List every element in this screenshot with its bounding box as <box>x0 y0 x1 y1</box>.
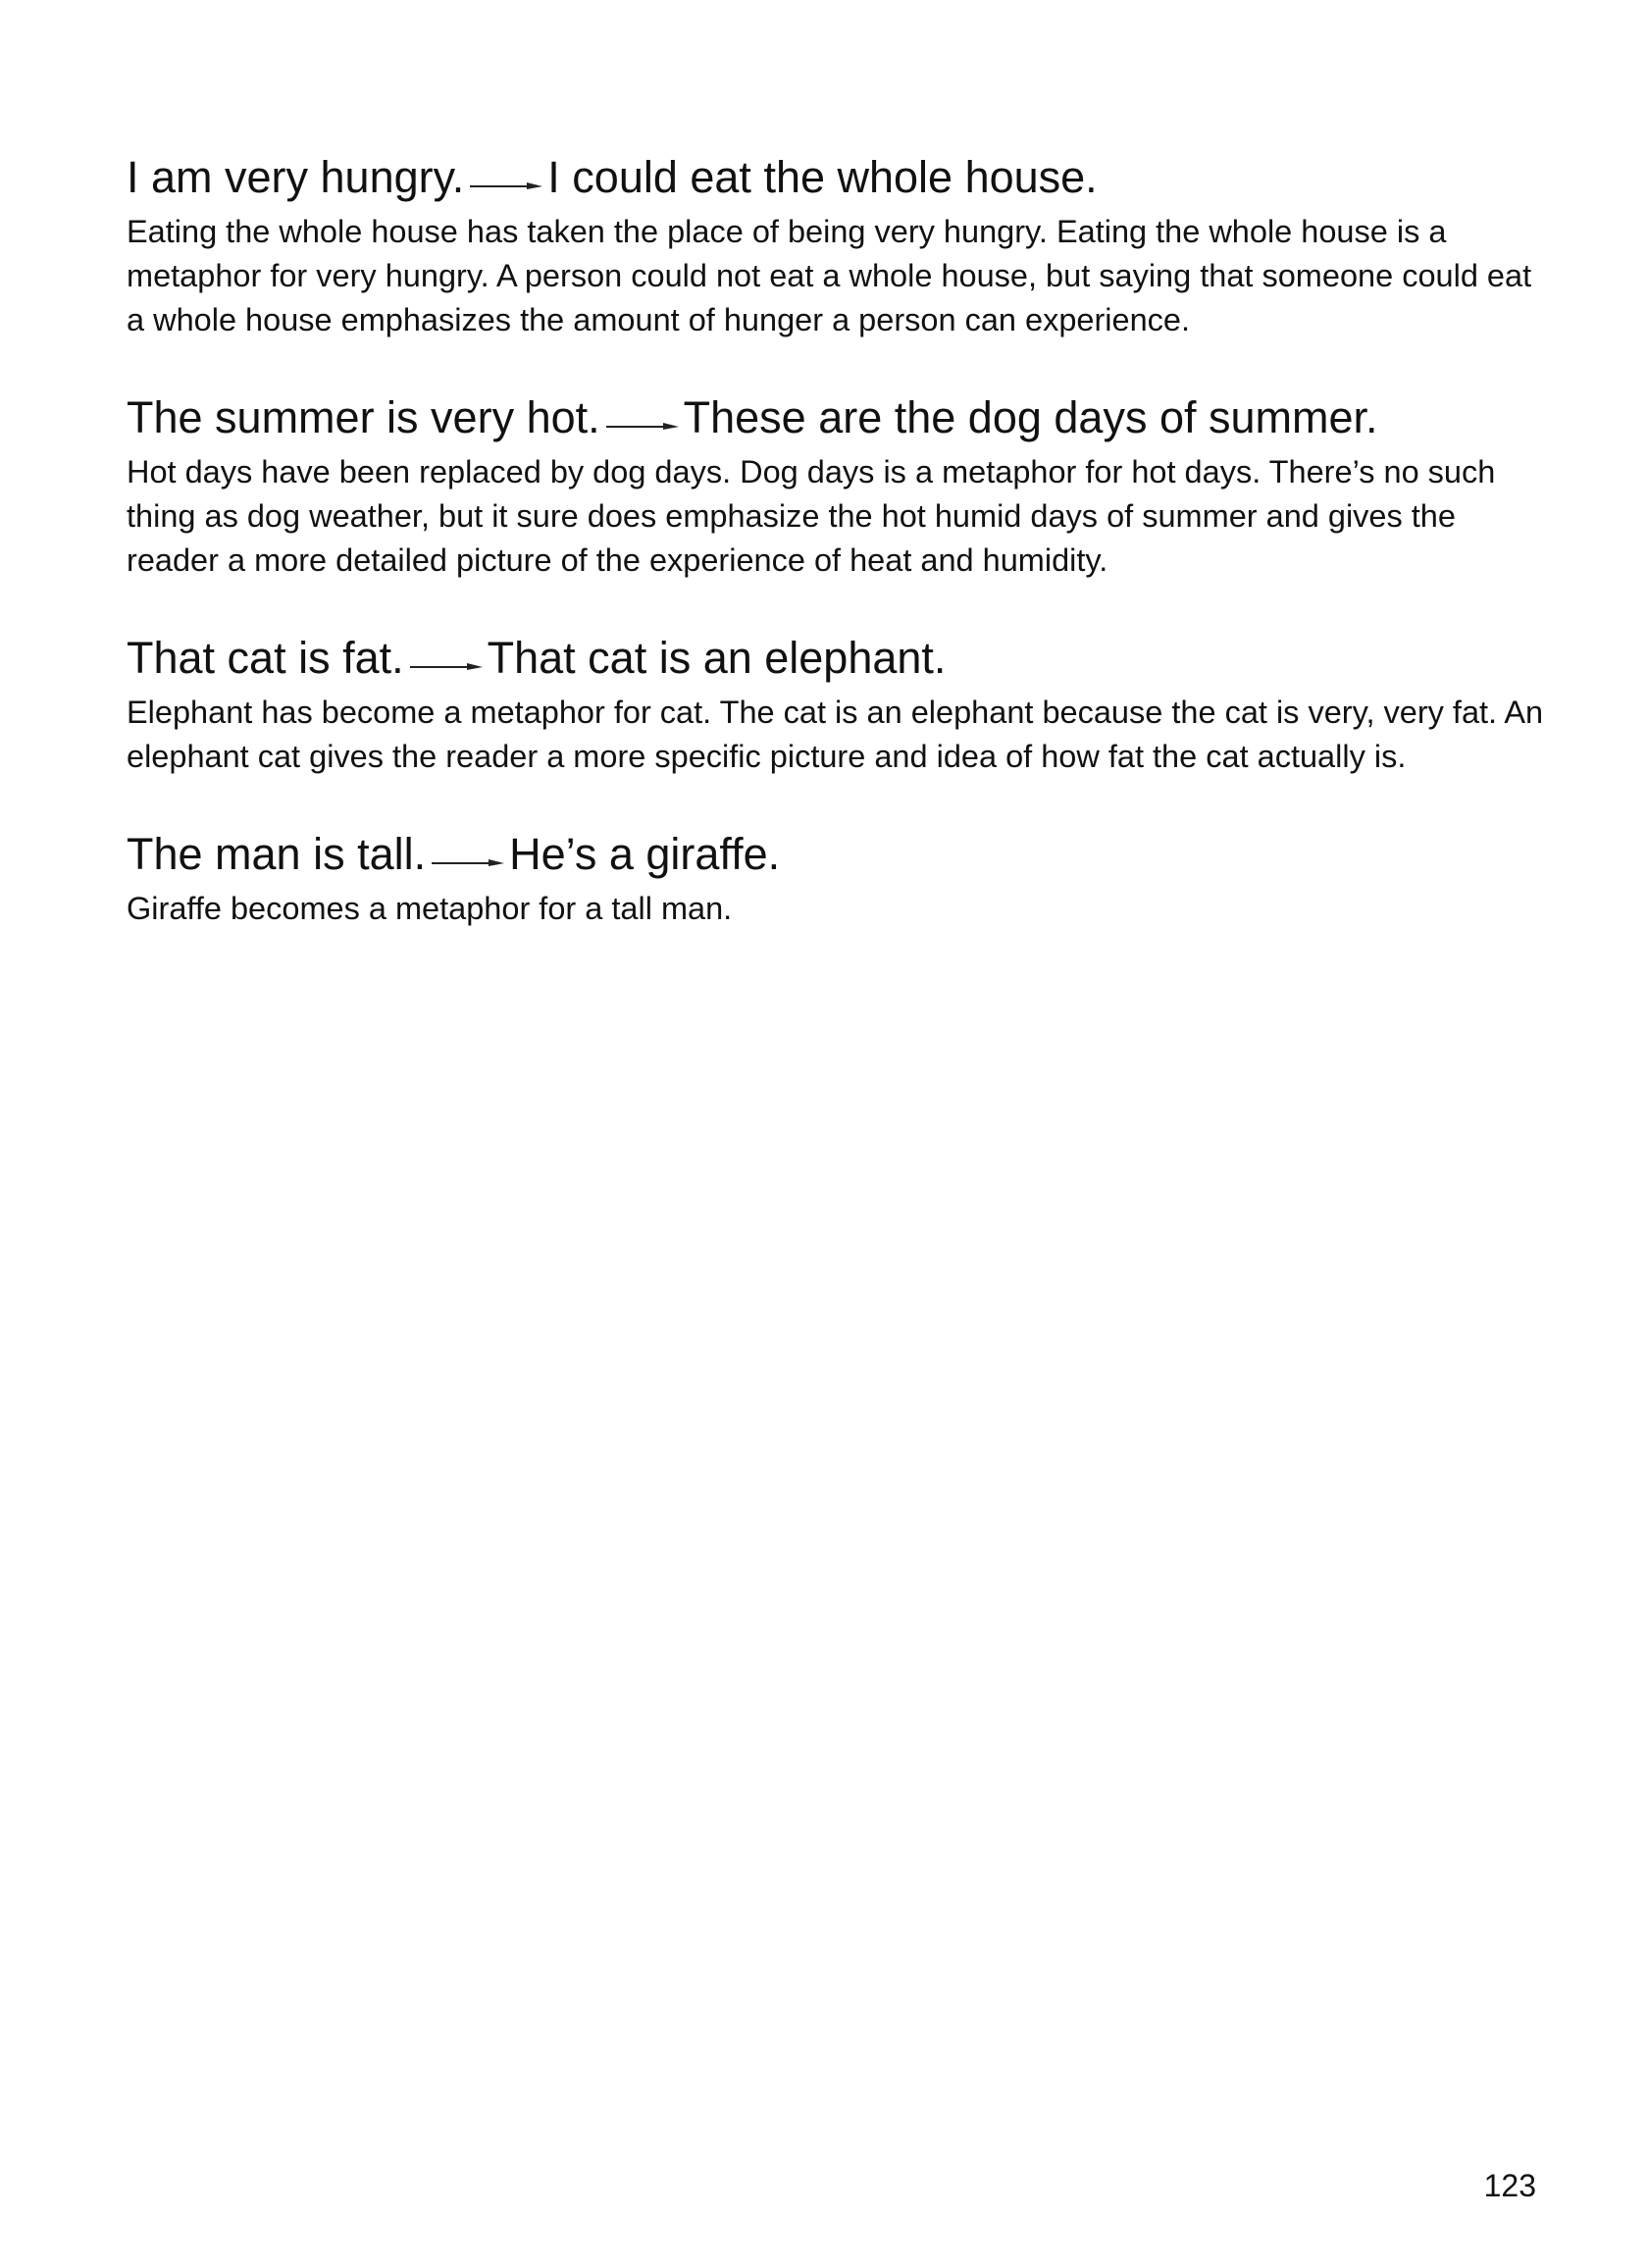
metaphor-statement: I could eat the whole house. <box>547 152 1098 202</box>
example-sentence <box>127 822 1549 887</box>
right-arrow-icon <box>428 851 508 871</box>
example-sentence <box>127 626 1549 691</box>
metaphor-entry-cat <box>127 626 1549 779</box>
right-arrow-icon <box>406 655 487 675</box>
literal-statement: That cat is fat. <box>127 633 404 683</box>
example-sentence <box>127 386 1549 450</box>
explanation-text: Hot days have been replaced by dog days. Dog days is a metaphor for hot days. There’s no such thing as dog weather, but it sure does emphasize the hot humid days of summer and gives the reader a more detailed picture of the experience of heat and humidity. <box>127 454 1496 578</box>
metaphor-entry-summer <box>127 386 1549 583</box>
explanation-text: Giraffe becomes a metaphor for a tall man. <box>127 891 733 926</box>
metaphor-statement: That cat is an elephant. <box>487 633 947 683</box>
right-arrow-icon <box>466 175 546 194</box>
literal-statement: The summer is very hot. <box>127 392 600 442</box>
document-body <box>127 145 1549 974</box>
literal-statement: The man is tall. <box>127 829 427 879</box>
example-sentence <box>127 145 1549 210</box>
metaphor-statement: He’s a giraffe. <box>509 829 781 879</box>
right-arrow-icon <box>602 415 683 435</box>
metaphor-statement: These are the dog days of summer. <box>683 392 1378 442</box>
page-number: 123 <box>1483 2168 1536 2203</box>
literal-statement: I am very hungry. <box>127 152 465 202</box>
metaphor-entry-man <box>127 822 1549 931</box>
explanation-text: Eating the whole house has taken the place of being very hungry. Eating the whole house is a metaphor for very hungry. A person could not eat a whole house, but saying that someone could eat a whole house emphasizes the amount of hunger a person can experience. <box>127 214 1532 337</box>
explanation-text: Elephant has become a metaphor for cat. The cat is an elephant because the cat is very, very fat. An elephant cat gives the reader a more specific picture and idea of how fat the cat actually is. <box>127 695 1544 774</box>
metaphor-entry-hungry <box>127 145 1549 342</box>
